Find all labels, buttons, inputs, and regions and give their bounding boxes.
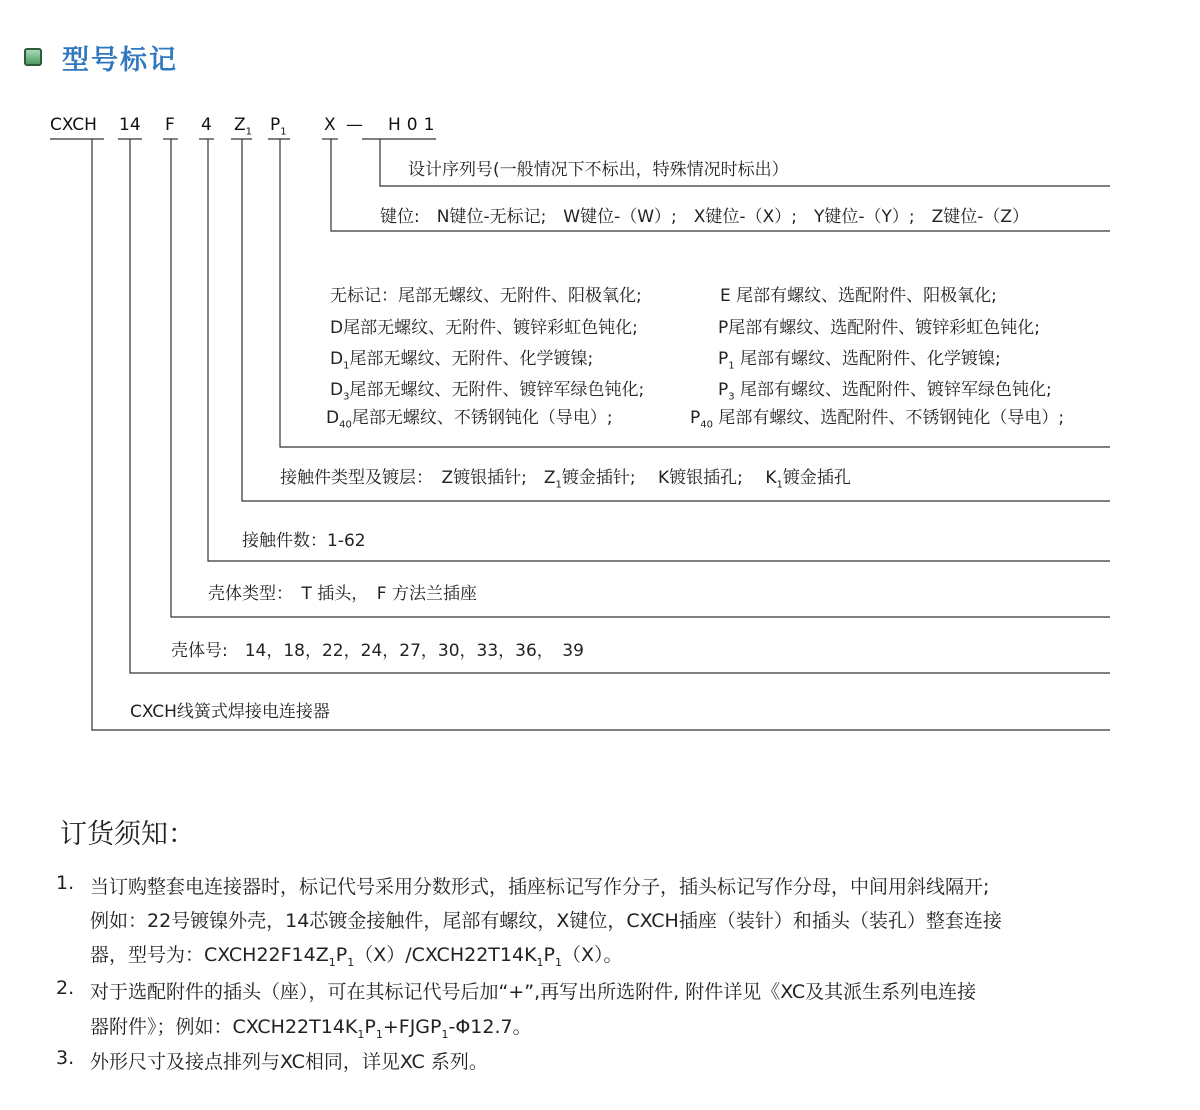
note-1-line-1: 当订购整套电连接器时，标记代号采用分数形式，插座标记写作分子，插头标记写作分母，中间用斜线隔开; xyxy=(90,876,990,898)
note-2-line-1: 对于选配附件的插头（座），可在其标记代号后加“+”,再写出所选附件, 附件详见《XC及其派生系列电连接 xyxy=(90,981,977,1003)
legend-contact-count: 接触件数：1-62 xyxy=(242,531,366,551)
notes-title: 订货须知： xyxy=(60,819,195,850)
finish-left-4: $D_{40}$尾部无螺纹、不锈钢钝化（导电）; xyxy=(326,408,613,431)
code-contact-type: $Z_1$ xyxy=(234,115,253,138)
note-1-line-3: 器，型号为：$CXCH22F14Z_1P_1(X)/CXCH22T14K_1P_1(X)$。 xyxy=(90,944,623,969)
code-shell-type: F xyxy=(165,115,175,135)
finish-right-3: $P_3$ 尾部有螺纹、选配附件、镀锌军绿色钝化; xyxy=(718,380,1052,403)
code-key: X xyxy=(324,115,336,135)
legend-contact-type: 接触件类型及镀层： Z镀银插针; $Z_1$镀金插针; K镀银插孔; $K_1$镀金插孔 xyxy=(280,468,851,491)
finish-right-1: P尾部有螺纹、选配附件、镀锌彩虹色钝化; xyxy=(718,318,1040,338)
finish-left-3: $D_3$尾部无螺纹、无附件、镀锌军绿色钝化; xyxy=(330,380,645,403)
code-finish: $P_1$ xyxy=(270,115,287,138)
code-dash: — xyxy=(346,115,363,135)
note-1-number: 1. xyxy=(56,872,75,894)
note-3-number: 3. xyxy=(56,1047,75,1069)
code-design: H01 xyxy=(388,115,441,135)
legend-keying: 键位: N键位-无标记; W键位-（W）; X键位-（X）; Y键位-（Y）; Z键位-（Z） xyxy=(380,207,1029,227)
note-2-number: 2. xyxy=(56,977,75,999)
note-2-line-2: 器附件》；例如：$CXCH22T14K_1P_1+FJGP_1-\Phi 12.7$。 xyxy=(90,1016,532,1041)
legend-series: CXCH线簧式焊接电连接器 xyxy=(130,702,330,722)
finish-right-2: $P_1$ 尾部有螺纹、选配附件、化学镀镍; xyxy=(718,349,1001,372)
finish-left-1: D尾部无螺纹、无附件、镀锌彩虹色钝化; xyxy=(330,318,638,338)
legend-shell-size: 壳体号: 14，18，22，24，27，30，33，36， 39 xyxy=(171,641,584,661)
finish-right-0: E 尾部有螺纹、选配附件、阳极氧化; xyxy=(720,286,997,306)
code-shell-size: 14 xyxy=(119,115,141,135)
legend-shell-type: 壳体类型： T 插头， F 方法兰插座 xyxy=(208,584,477,604)
code-contacts: 4 xyxy=(201,115,212,135)
note-3-line-1: 外形尺寸及接点排列与XC相同，详见XC 系列。 xyxy=(90,1051,488,1073)
finish-right-4: $P_{40}$ 尾部有螺纹、选配附件、不锈钢钝化（导电）; xyxy=(690,408,1065,431)
finish-left-2: $D_1$尾部无螺纹、无附件、化学镀镍; xyxy=(330,349,594,372)
legend-design-serial: 设计序列号(一般情况下不标出，特殊情况时标出） xyxy=(408,160,789,180)
note-1-line-2: 例如：22号镀镍外壳，14芯镀金接触件，尾部有螺纹，X键位，CXCH插座（装针）和插头（装孔）整套连接 xyxy=(90,910,1002,932)
finish-left-0: 无标记：尾部无螺纹、无附件、阳极氧化; xyxy=(330,286,642,306)
section-title: 型号标记 xyxy=(62,45,178,76)
code-series: CXCH xyxy=(50,115,97,135)
